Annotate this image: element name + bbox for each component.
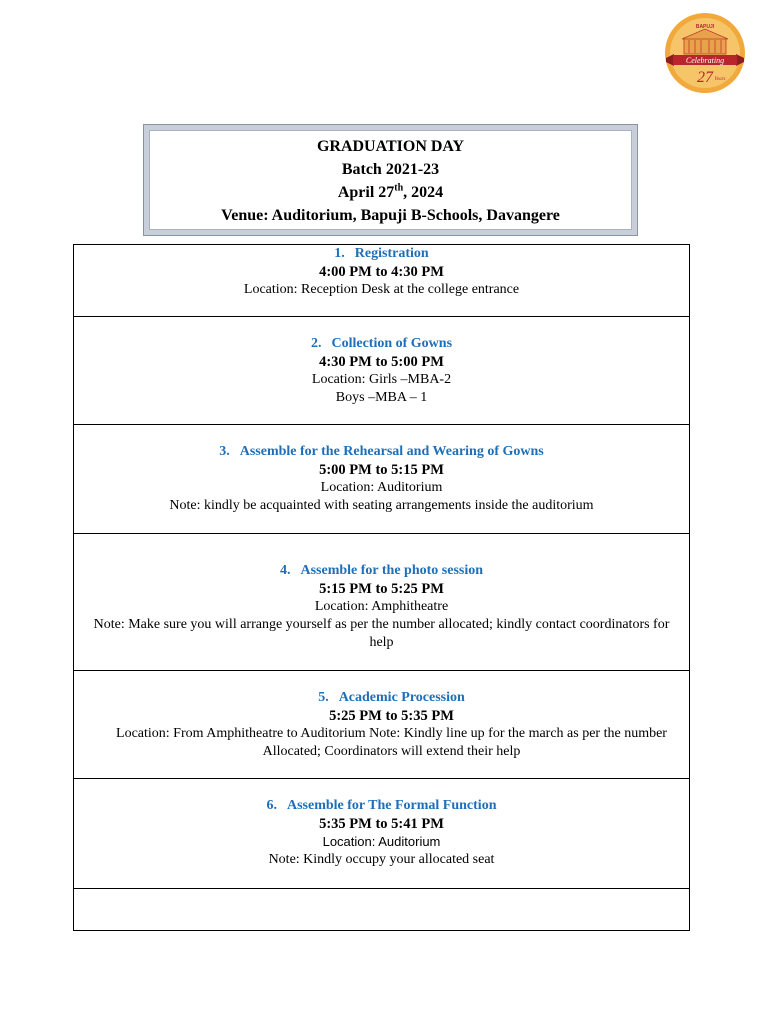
event-date: April 27th, 2024: [337, 182, 444, 201]
svg-text:BAPUJI: BAPUJI: [695, 24, 715, 30]
event-venue: Venue: Auditorium, Bapuji B-Schools, Davangere: [221, 207, 560, 224]
schedule-heading: 2. Collection of Gowns: [310, 336, 453, 351]
schedule-heading: 1. Registration: [334, 246, 429, 261]
schedule-time: 5:15 PM to 5:25 PM: [319, 581, 444, 597]
event-title-box: [143, 124, 638, 236]
schedule-row-formal-function: [74, 779, 689, 889]
schedule-location-note: Location: From Amphitheatre to Auditorium Note: Kindly line up for the march as per the number Allocated; Coordinators will extend their help: [116, 726, 667, 759]
schedule-location: Location: Reception Desk at the college entrance: [243, 282, 520, 297]
batch-label: Batch 2021-23: [341, 161, 440, 178]
schedule-row-photo: [74, 534, 689, 671]
svg-text:27: 27: [697, 69, 713, 86]
event-title: GRADUATION DAY: [316, 138, 465, 155]
schedule-heading: 4. Assemble for the photo session: [279, 563, 484, 578]
event-title-content: [149, 130, 632, 230]
schedule-row-gowns: [74, 317, 689, 425]
schedule-time: 4:30 PM to 5:00 PM: [319, 354, 444, 370]
schedule-row-rehearsal: [74, 425, 689, 534]
schedule-location: Location: Amphitheatre: [314, 599, 449, 614]
schedule-heading: 3. Assemble for the Rehearsal and Wearing of Gowns: [219, 444, 544, 459]
schedule-heading: 6. Assemble for The Formal Function: [266, 798, 497, 813]
svg-text:Celebrating: Celebrating: [685, 56, 725, 65]
schedule-note: Note: Kindly occupy your allocated seat: [268, 852, 495, 867]
celebrating-27-years-seal-icon: [664, 12, 746, 94]
schedule-location: Location: Girls –MBA-2: [311, 372, 452, 387]
schedule-time: 5:35 PM to 5:41 PM: [319, 816, 444, 832]
schedule-note: Note: Make sure you will arrange yourself as per the number allocated; kindly contact coordinators for help: [93, 617, 670, 650]
schedule-heading: 5. Academic Procession: [318, 690, 465, 705]
schedule-row-empty: [74, 889, 689, 931]
schedule-note: Note: kindly be acquainted with seating arrangements inside the auditorium: [169, 498, 594, 513]
college-logo: [664, 12, 746, 94]
schedule-table: [73, 244, 690, 931]
schedule-location-detail: Boys –MBA – 1: [335, 390, 428, 405]
schedule-time: 4:00 PM to 4:30 PM: [319, 264, 444, 280]
schedule-location: Location: Auditorium: [322, 834, 441, 849]
schedule-time: 5:00 PM to 5:15 PM: [319, 462, 444, 478]
svg-text:Years: Years: [714, 77, 726, 82]
schedule-row-procession: [74, 671, 689, 779]
schedule-time: 5:25 PM to 5:35 PM: [329, 708, 454, 724]
schedule-row-registration: [74, 245, 689, 317]
schedule-location: Location: Auditorium: [320, 480, 443, 495]
